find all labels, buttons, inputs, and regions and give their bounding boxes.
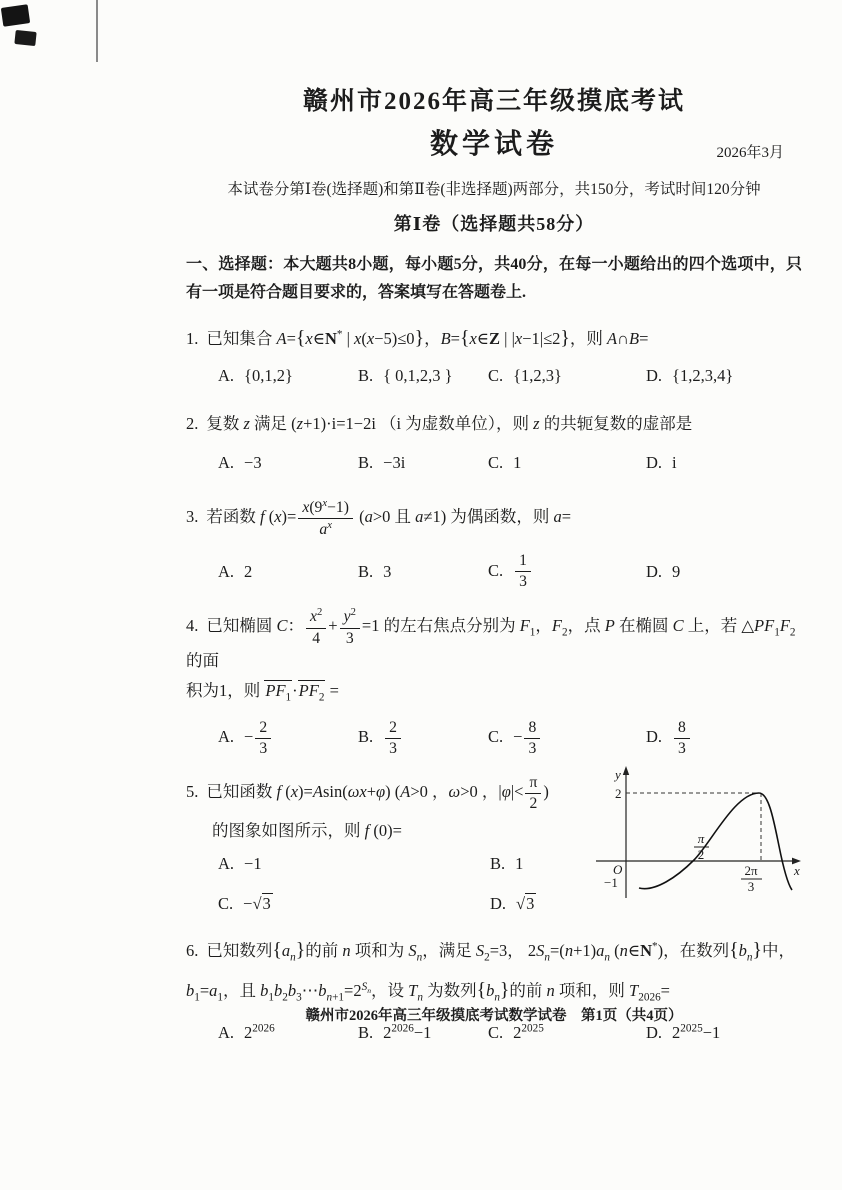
option-b: B. −3i [358,453,406,473]
sine-graph-figure [591,764,806,914]
option-a: A. $2^{2026}$ [218,1022,275,1042]
question-stem [186,323,802,354]
y-neg-label: −1 [604,874,618,890]
option-a: A. 2 [218,562,253,582]
y-max-label: 2 [615,785,622,801]
page-content [186,86,802,1046]
question-text: 已知集合 A={x∈N* | x(x−5)≤0}，B={x∈Z | |x−1|≤2}，则 A∩B= [206,326,649,349]
option-d: D. $2^{2025}-1$ [646,1022,721,1042]
question-stem-line2: $b_1=a_1$，且 $b_1b_2b_3\cdots b_{n+1}=2^{S_n}$，设 $T_n$ 为数列$\{b_n\}$的前 n 项和，则 $T_{2026}=$ [186,979,670,1004]
option-a: A. − $\frac{2}{3}$ [218,719,358,758]
two-pi-over-3-denominator: 3 [747,878,755,894]
question-options [186,719,802,758]
option-d: D. $\frac{8}{3}$ [646,719,802,758]
question-stem [186,607,802,673]
option-a: A. −1 [218,854,262,874]
question-number: 6. [186,940,199,960]
question-options [186,552,802,591]
question-stem [186,498,802,539]
section-heading: 第Ⅰ卷（选择题共58分） [393,213,595,234]
page-footer: 赣州市2026年高三年级摸底考试数学试卷 第1页（共4页） [305,1008,683,1024]
option-b: B. 1 [490,854,524,874]
question-options [186,450,802,476]
y-axis-label: y [615,766,621,782]
subject-title: 数学试卷 [429,128,558,160]
question-3 [186,498,802,592]
question-number: 1. [186,328,199,348]
pi-over-2-denominator: 2 [697,846,705,862]
exam-intro: 本试卷分第Ⅰ卷(选择题)和第Ⅱ卷(非选择题)两部分，共150分，考试时间120分钟 [227,180,761,198]
question-text: 已知数列$\{a_n\}$的前 n 项和为 $S_n$，满足 $S_2=3$， $2S_n=(n+1)a_n$ (n∈N*)，在数列$\{b_n\}$中， [206,938,795,963]
question-number: 3. [186,507,199,527]
scan-artifact-blob [1,4,30,27]
question-number: 4. [186,616,199,636]
x-axis-label: x [794,862,800,878]
option-a: A. {0,1,2} [218,366,293,386]
question-text: 已知椭圆 C： $\frac{x^2}{4}$ + $\frac{y^2}{3}$ =1 的左右焦点分别为 $F_1$，$F_2$，点 P 在椭圆 C 上，若 $\triangle PF_1F_2$ 的面 [186,607,796,670]
subject-row [186,127,802,167]
exam-date: 2026年3月 [716,144,784,161]
question-2 [186,411,802,476]
option-b: B. $\frac{2}{3}$ [358,719,488,758]
question-stem-line2: 积为1，则 $PF_1\cdot PF_2$ = [186,681,339,704]
option-d: D. {1,2,3,4} [646,366,734,386]
option-b: B. 3 [358,562,392,582]
option-c: C. −√3 [218,894,271,914]
question-number: 5. [186,782,199,802]
option-c: C. − $\frac{8}{3}$ [488,719,646,758]
option-b: B. { 0,1,2,3 } [358,366,453,386]
question-options [186,363,802,389]
option-d: D. √3 [490,894,535,914]
question-stem [186,411,802,437]
question-text: 复数 z 满足 (z+1)·i=1−2i （i 为虚数单位），则 z 的共轭复数的虚部是 [206,413,693,433]
question-4 [186,607,802,758]
option-c: C. $\frac{1}{3}$ [488,552,646,591]
scan-artifact-line [96,0,98,62]
question-text: 若函数 f (x)= $\frac{x(9^x-1)}{a^x}$ (a>0 且 a≠1) 为偶函数，则 a= [206,497,572,539]
exam-title: 赣州市2026年高三年级摸底考试 [302,88,685,115]
question-options [186,851,586,916]
two-pi-over-3-numerator: 2π [744,862,758,878]
pi-over-2-numerator: π [697,830,705,846]
origin-label: O [613,861,623,877]
option-d: D. i [646,453,677,473]
scan-artifact-blob [14,30,36,46]
question-stem-line2: 的图象如图所示，则 f (0)= [212,820,402,840]
question-1 [186,323,802,389]
question-number: 2. [186,413,199,433]
option-d: D. 9 [646,562,681,582]
option-c: C. $2^{2025}$ [488,1022,544,1042]
section-directions: 一、选择题：本大题共8小题，每小题5分，共40分，在每一小题给出的四个选项中，只有一项是符合题目要求的，答案填写在答题卷上. [186,255,802,301]
option-c: C. 1 [488,453,522,473]
option-b: B. $2^{2026}-1$ [358,1022,432,1042]
question-5 [186,766,802,917]
question-text: 已知函数 f (x)=Asin(ωx+φ) (A>0 ，ω>0 ，|φ|< $\frac{\pi}{2}$ ) [206,773,549,812]
option-c: C. {1,2,3} [488,366,562,386]
question-stem [186,935,802,967]
option-a: A. −3 [218,453,262,473]
question-6 [186,935,802,1046]
